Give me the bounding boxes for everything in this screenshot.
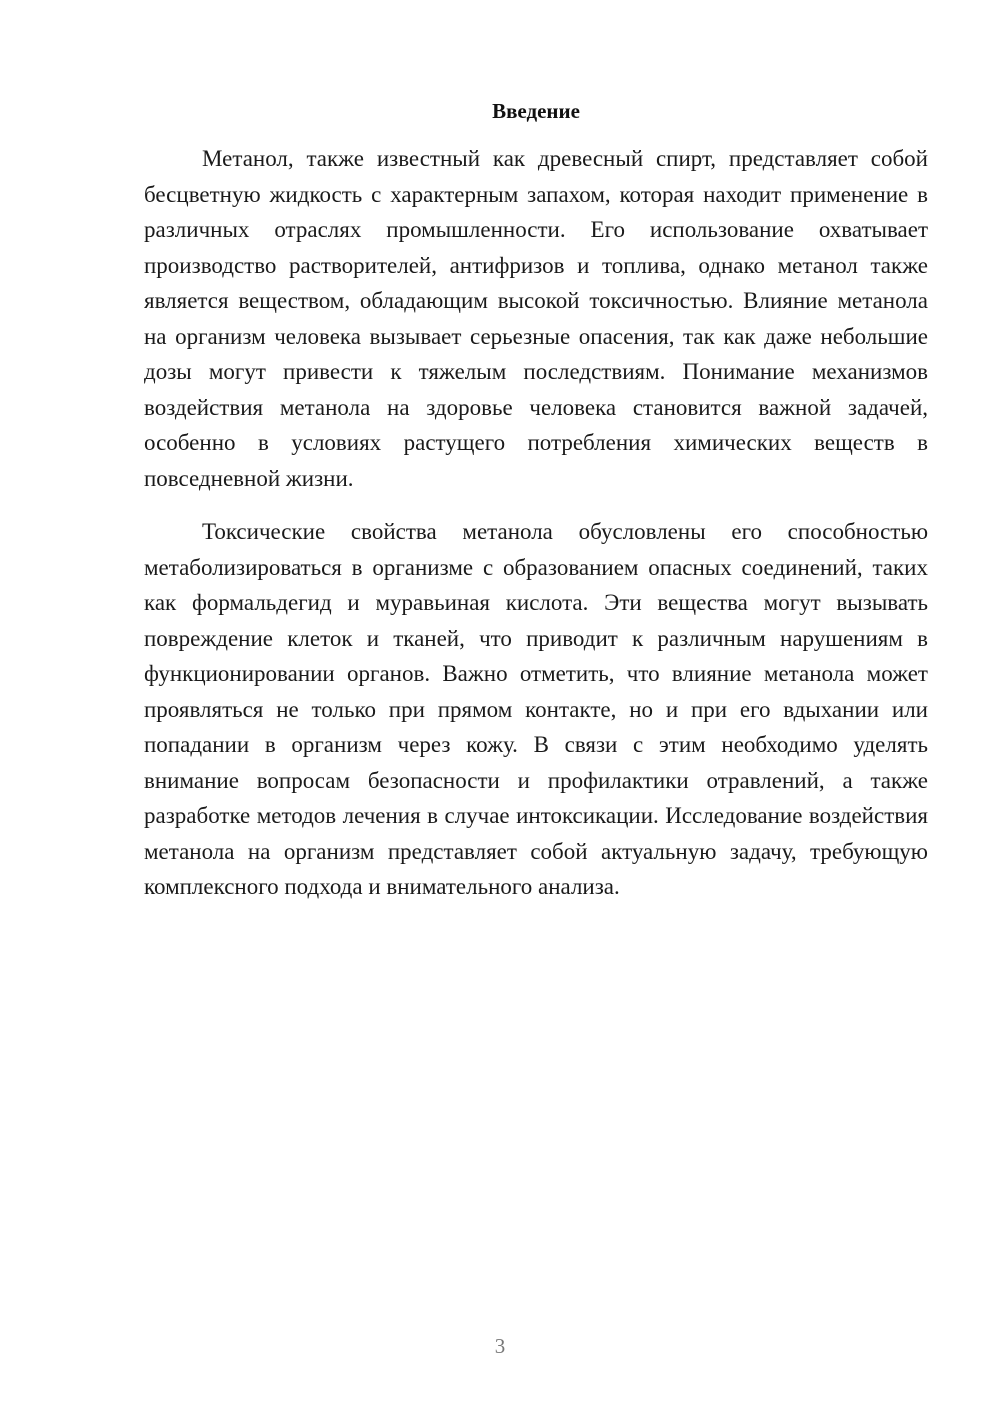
paragraph-2: Токсические свойства метанола обусловлены его способностью метаболизироваться в организме с образованием опасных соединений, таких как формальдегид и муравьиная кислота. Эти вещества могут вызывать повреждение клеток и тканей, что приводит к различным нарушениям в функционировании органов. Важно отметить, что влияние метанола может проявляться не только при прямом контакте, но и при его вдыхании или попадании в организм через кожу. В связи с этим необходимо уделять внимание вопросам безопасности и профилактики отравлений, а также разработке методов лечения в случае интоксикации. Исследование воздействия метанола на организм представляет собой актуальную задачу, требующую комплексного подхода и внимательного анализа.: [144, 519, 928, 899]
section-heading: Введение: [492, 99, 580, 123]
paragraph-1: Метанол, также известный как древесный спирт, представляет собой бесцветную жидкость с характерным запахом, которая находит применение в различных отраслях промышленности. Его использование охватывает производство растворителей, антифризов и топлива, однако метанол также является веществом, обладающим высокой токсичностью. Влияние метанола на организм человека вызывает серьезные опасения, так как даже небольшие дозы могут привести к тяжелым последствиям. Понимание механизмов воздействия метанола на здоровье человека становится важной задачей, особенно в условиях растущего потребления химических веществ в повседневной жизни.: [144, 146, 928, 491]
page-number: 3: [494, 1334, 506, 1358]
